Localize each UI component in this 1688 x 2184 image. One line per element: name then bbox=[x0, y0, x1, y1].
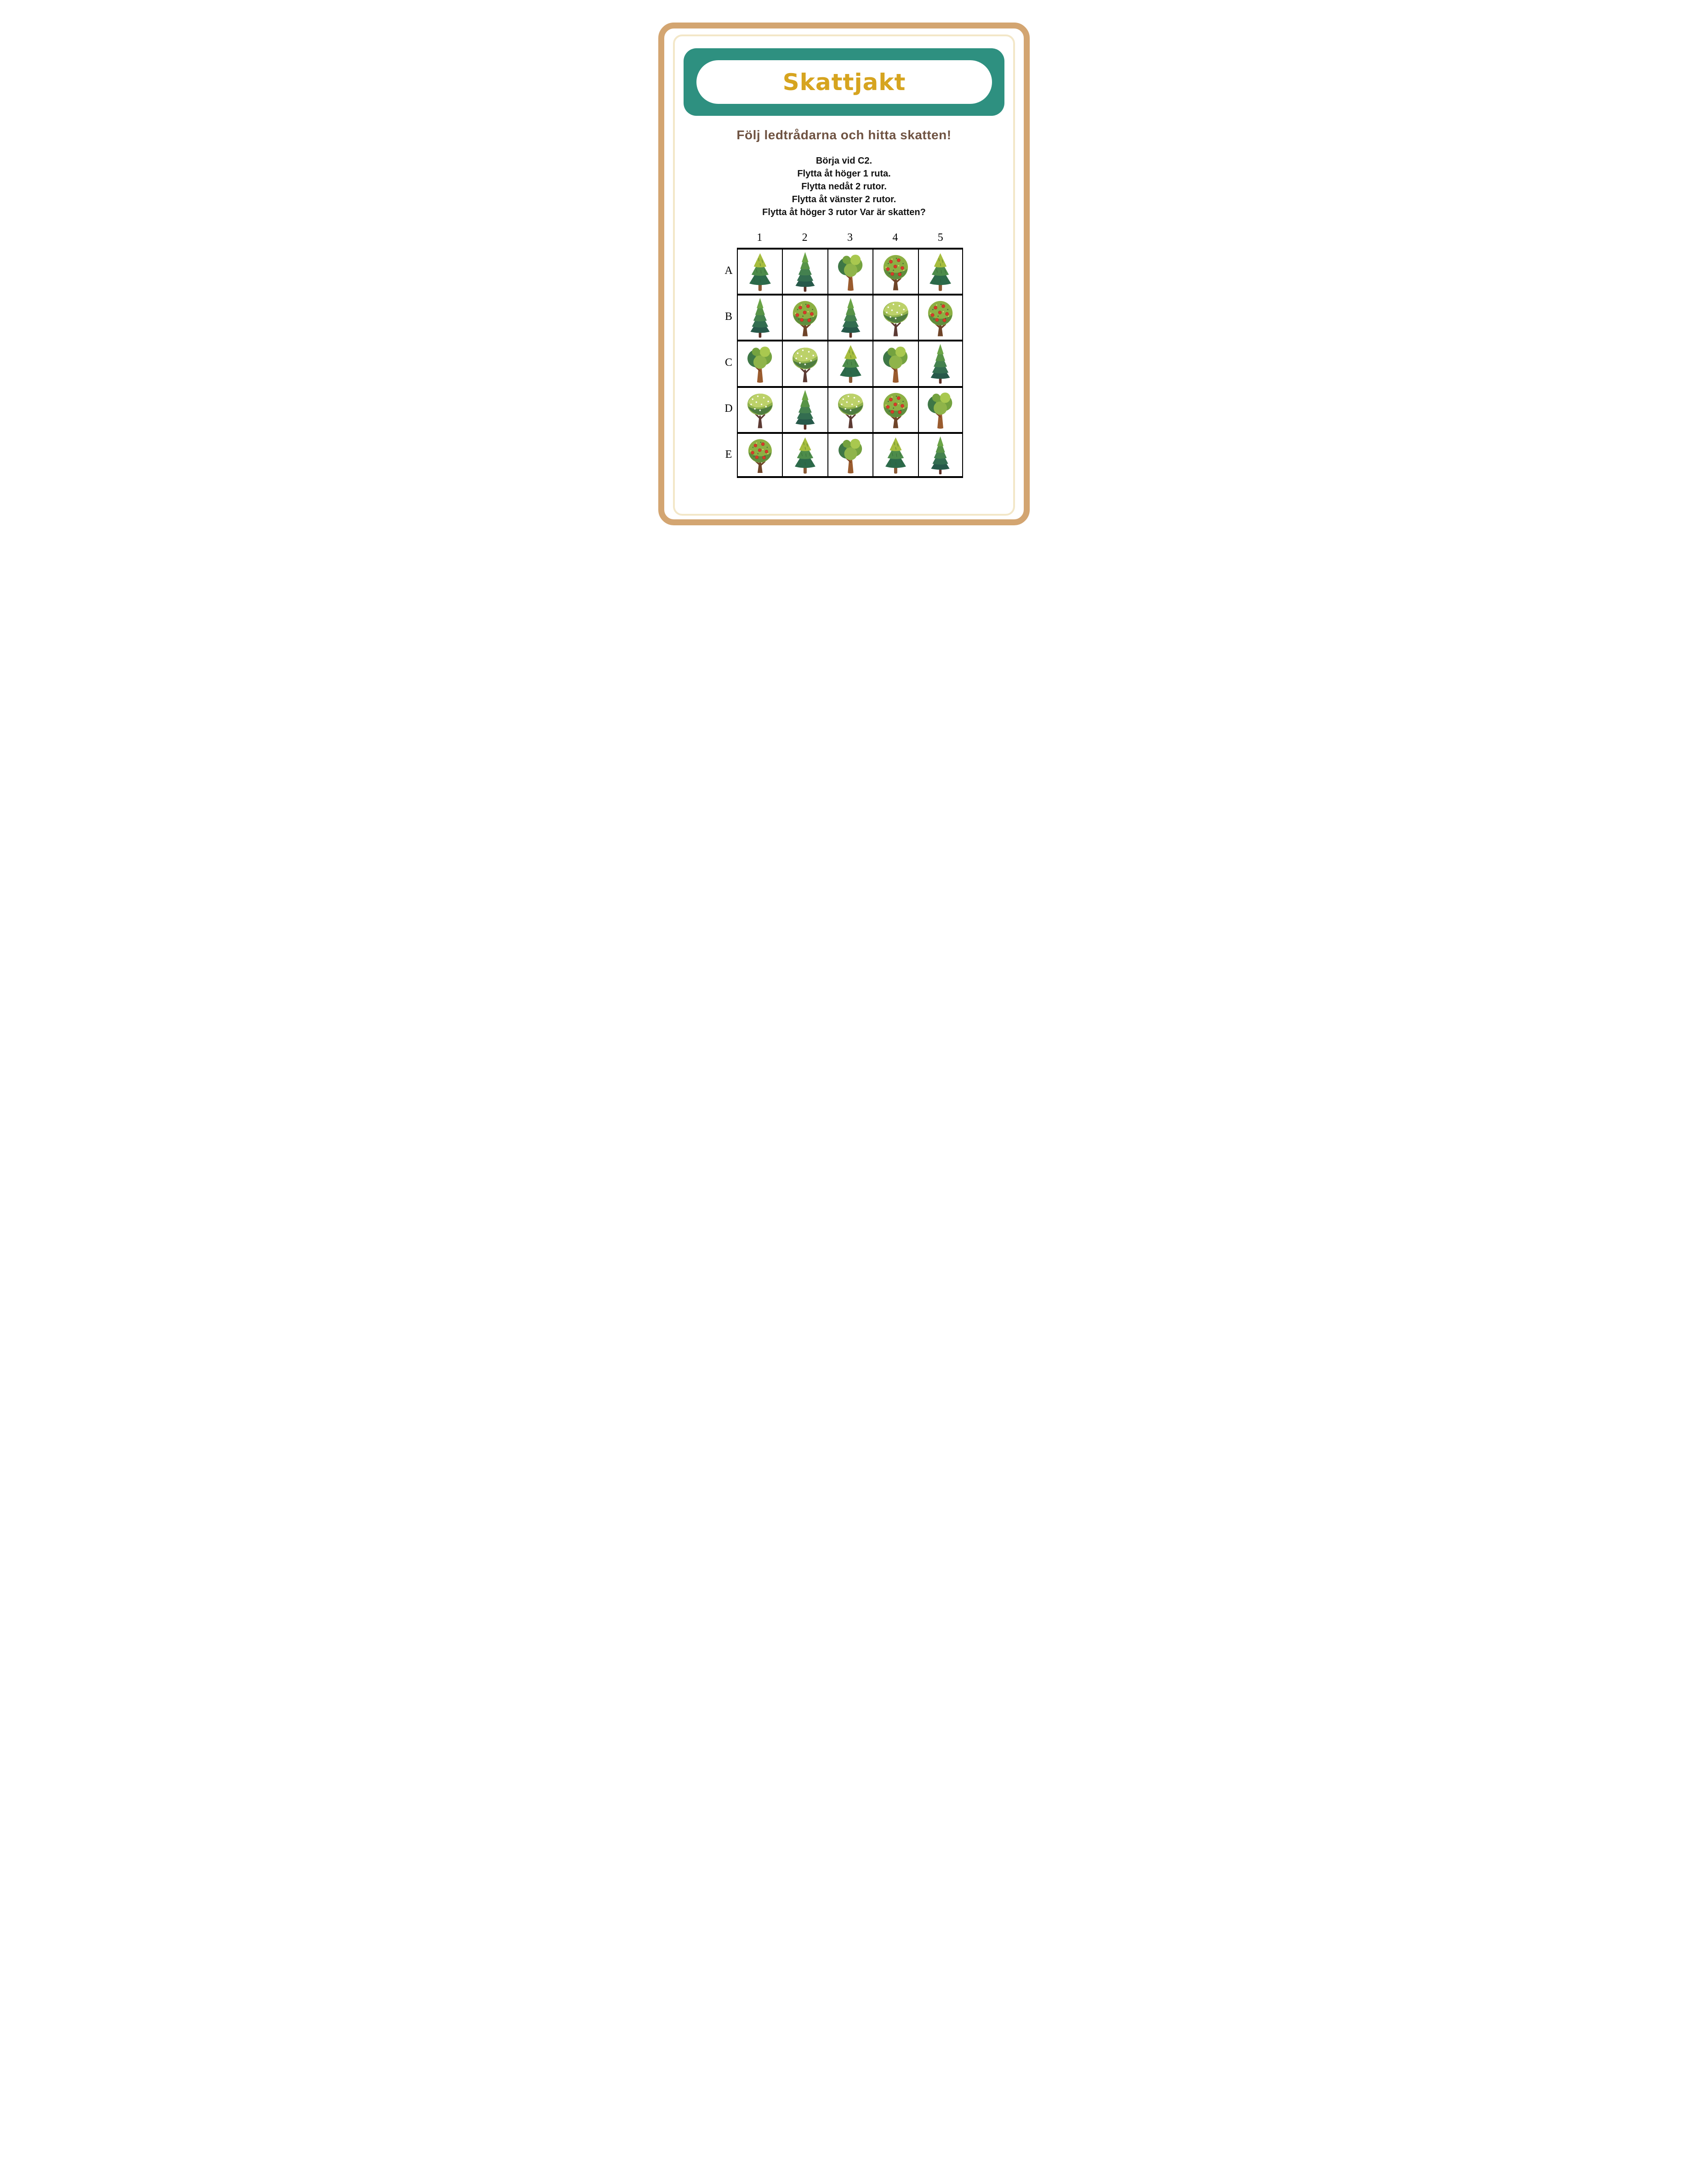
tall-fir-tree-icon bbox=[741, 297, 780, 338]
column-header-5: 5 bbox=[937, 232, 943, 244]
grid-corner bbox=[720, 230, 737, 248]
round-leafy-tree-icon bbox=[831, 435, 870, 475]
apple-tree-icon bbox=[876, 251, 915, 292]
grid-cell-D1 bbox=[737, 386, 782, 432]
grid-cell-B4 bbox=[873, 294, 918, 340]
flowering-tree-icon bbox=[786, 343, 825, 384]
tree-grid bbox=[720, 230, 963, 478]
instruction-line-2: Flytta åt höger 1 ruta. bbox=[797, 169, 891, 179]
tall-fir-tree-icon bbox=[921, 343, 959, 384]
row-label-D: D bbox=[724, 403, 733, 415]
tiered-pine-tree-icon bbox=[876, 435, 915, 475]
grid-cell-C5 bbox=[918, 340, 963, 386]
grid-cell-E2 bbox=[782, 432, 827, 478]
column-header-4: 4 bbox=[892, 232, 898, 244]
grid-cell-A4 bbox=[873, 248, 918, 294]
instructions-list bbox=[633, 154, 1055, 219]
tall-fir-tree-icon bbox=[786, 389, 825, 430]
instruction-line-1: Börja vid C2. bbox=[815, 156, 873, 166]
grid-cell-A2 bbox=[782, 248, 827, 294]
worksheet-page bbox=[633, 0, 1055, 546]
grid-cell-E3 bbox=[827, 432, 873, 478]
apple-tree-icon bbox=[921, 297, 959, 338]
grid-cell-D5 bbox=[918, 386, 963, 432]
instruction-line-3: Flytta nedåt 2 rutor. bbox=[801, 182, 887, 192]
grid-cell-A1 bbox=[737, 248, 782, 294]
page-title: Skattjakt bbox=[782, 68, 906, 96]
tiered-pine-tree-icon bbox=[831, 343, 870, 384]
tiered-pine-tree-icon bbox=[786, 435, 825, 475]
tall-fir-tree-icon bbox=[831, 297, 870, 338]
row-label-A: A bbox=[724, 264, 733, 277]
subtitle: Följ ledtrådarna och hitta skatten! bbox=[736, 128, 952, 142]
grid-cell-E4 bbox=[873, 432, 918, 478]
tiered-pine-tree-icon bbox=[921, 251, 959, 292]
tall-fir-tree-icon bbox=[786, 251, 825, 292]
grid-cell-B5 bbox=[918, 294, 963, 340]
column-header-3: 3 bbox=[847, 232, 853, 244]
flowering-tree-icon bbox=[831, 389, 870, 430]
column-header-2: 2 bbox=[802, 232, 808, 244]
grid-cell-B2 bbox=[782, 294, 827, 340]
grid-cell-C1 bbox=[737, 340, 782, 386]
apple-tree-icon bbox=[741, 435, 780, 475]
flowering-tree-icon bbox=[876, 297, 915, 338]
round-leafy-tree-icon bbox=[831, 251, 870, 292]
instruction-line-4: Flytta åt vänster 2 rutor. bbox=[792, 194, 896, 205]
tall-fir-tree-icon bbox=[921, 435, 959, 475]
grid-cell-D4 bbox=[873, 386, 918, 432]
row-label-B: B bbox=[724, 310, 732, 323]
round-leafy-tree-icon bbox=[921, 389, 959, 430]
grid-cell-E1 bbox=[737, 432, 782, 478]
round-leafy-tree-icon bbox=[741, 343, 780, 384]
column-header-1: 1 bbox=[757, 232, 763, 244]
instruction-line-5: Flytta åt höger 3 rutor Var är skatten? bbox=[762, 207, 926, 217]
row-label-E: E bbox=[725, 449, 732, 461]
grid-cell-A3 bbox=[827, 248, 873, 294]
grid-cell-D2 bbox=[782, 386, 827, 432]
flowering-tree-icon bbox=[741, 389, 780, 430]
apple-tree-icon bbox=[876, 389, 915, 430]
grid-cell-B1 bbox=[737, 294, 782, 340]
round-leafy-tree-icon bbox=[876, 343, 915, 384]
title-banner bbox=[684, 48, 1004, 116]
grid-cell-E5 bbox=[918, 432, 963, 478]
row-label-C: C bbox=[724, 356, 732, 369]
grid-cell-D3 bbox=[827, 386, 873, 432]
grid-cell-C3 bbox=[827, 340, 873, 386]
apple-tree-icon bbox=[786, 297, 825, 338]
grid-cell-A5 bbox=[918, 248, 963, 294]
grid-cell-C4 bbox=[873, 340, 918, 386]
tiered-pine-tree-icon bbox=[741, 251, 780, 292]
grid-cell-B3 bbox=[827, 294, 873, 340]
grid-cell-C2 bbox=[782, 340, 827, 386]
title-pill bbox=[696, 60, 992, 104]
